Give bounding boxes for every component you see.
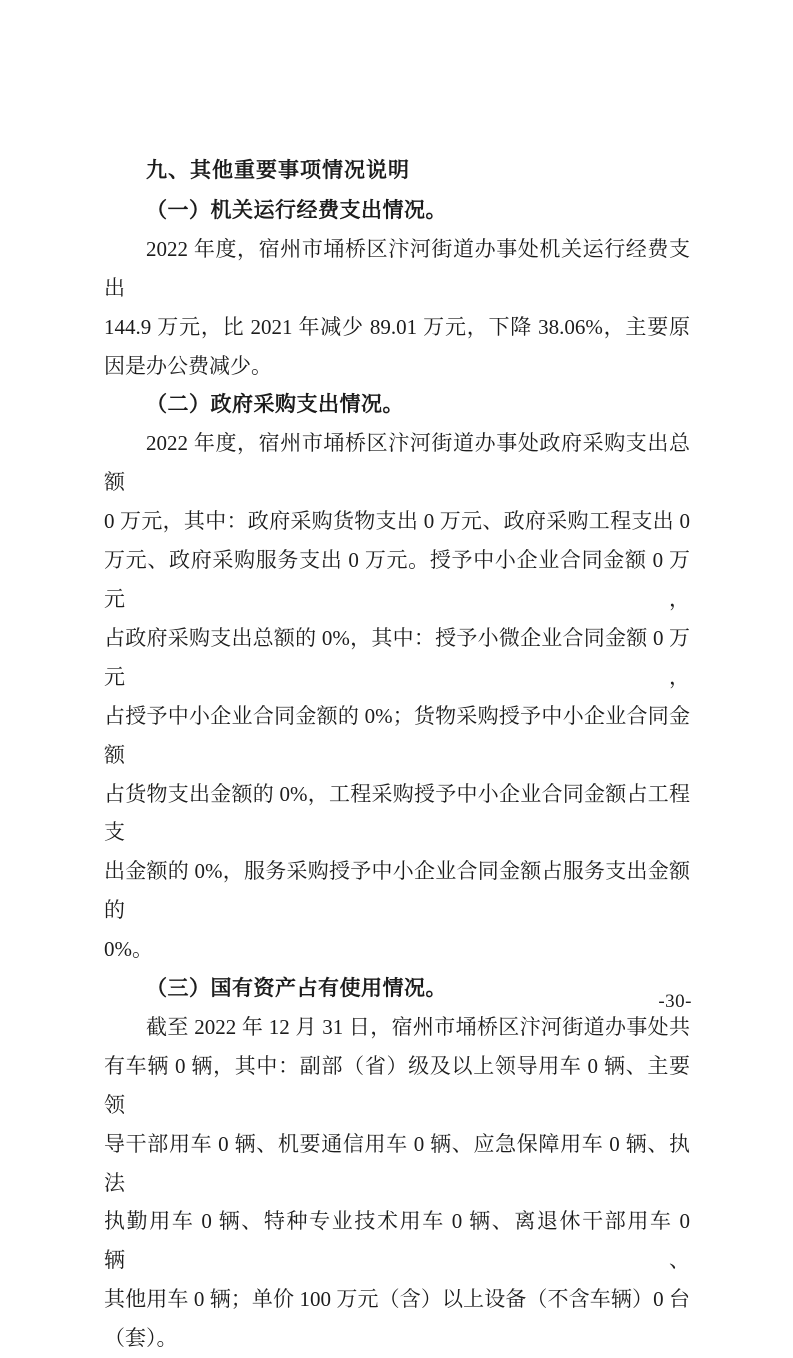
paragraph-line: （套）。 — [104, 1326, 178, 1351]
paragraph-line: 因是办公费减少。 — [104, 353, 272, 378]
paragraph-line: 出金额的 0%，服务采购授予中小企业合同金额占服务支出金额的 — [104, 859, 690, 923]
paragraph-line: 0%。 — [104, 937, 153, 962]
paragraph-line: 0 万元，其中：政府采购货物支出 0 万元、政府采购工程支出 0 — [104, 509, 690, 534]
section-3-title: （三）国有资产占有使用情况。 — [146, 976, 447, 1001]
paragraph-line: 占货物支出金额的 0%，工程采购授予中小企业合同金额占工程支 — [104, 781, 690, 845]
paragraph-line: 有车辆 0 辆，其中：副部（省）级及以上领导用车 0 辆、主要领 — [104, 1053, 690, 1117]
chapter-heading: 九、其他重要事项情况说明 — [146, 159, 410, 182]
document-body — [104, 152, 690, 1358]
paragraph-line: 占授予中小企业合同金额的 0%；货物采购授予中小企业合同金额 — [104, 703, 690, 767]
paragraph-line: 144.9 万元，比 2021 年减少 89.01 万元，下降 38.06%，主要原 — [104, 314, 690, 339]
paragraph-line: 2022 年度，宿州市埇桥区汴河街道办事处政府采购支出总额 — [104, 431, 690, 495]
page-number: -30- — [658, 991, 692, 1012]
section-1-title: （一）机关运行经费支出情况。 — [146, 197, 447, 222]
section-2-title: （二）政府采购支出情况。 — [146, 392, 404, 417]
paragraph-line: 占政府采购支出总额的 0%，其中：授予小微企业合同金额 0 万元， — [104, 625, 690, 689]
paragraph-line: 万元、政府采购服务支出 0 万元。授予中小企业合同金额 0 万元， — [104, 548, 690, 611]
paragraph-line: 执勤用车 0 辆、特种专业技术用车 0 辆、离退休干部用车 0 辆、 — [104, 1209, 690, 1273]
paragraph-line: 截至 2022 年 12 月 31 日，宿州市埇桥区汴河街道办事处共 — [146, 1014, 690, 1039]
paragraph-line: 2022 年度，宿州市埇桥区汴河街道办事处机关运行经费支出 — [104, 236, 690, 300]
paragraph-line: 导干部用车 0 辆、机要通信用车 0 辆、应急保障用车 0 辆、执法 — [104, 1131, 690, 1195]
paragraph-line: 其他用车 0 辆；单价 100 万元（含）以上设备（不含车辆）0 台 — [104, 1287, 690, 1312]
